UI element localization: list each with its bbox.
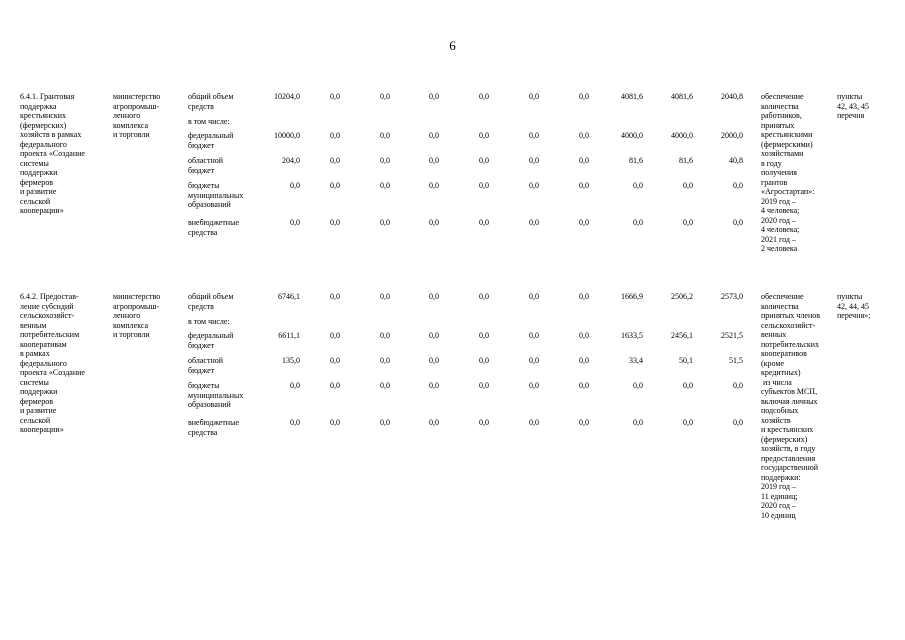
value-cell: 0,0 — [290, 418, 300, 427]
value-cell: 0,0 — [733, 218, 743, 227]
value-cell: 0,0 — [429, 331, 439, 340]
value-cell: 204,0 — [282, 156, 300, 165]
value-cell: 0,0 — [429, 156, 439, 165]
value-cell: 0,0 — [683, 418, 693, 427]
value-cell: 0,0 — [330, 181, 340, 190]
value-cell: 0,0 — [529, 181, 539, 190]
value-cell: 0,0 — [429, 218, 439, 227]
value-cell: 0,0 — [579, 218, 589, 227]
value-cell: 4081,6 — [671, 92, 693, 101]
value-cell: 0,0 — [380, 418, 390, 427]
value-cell: 2000,0 — [721, 131, 743, 140]
source-label: в том числе: — [188, 317, 230, 326]
value-cell: 0,0 — [579, 92, 589, 101]
source-label: внебюджетные средства — [188, 218, 239, 237]
value-cell: 0,0 — [479, 356, 489, 365]
value-cell: 0,0 — [330, 292, 340, 301]
value-cell: 0,0 — [380, 156, 390, 165]
value-cell: 0,0 — [683, 181, 693, 190]
page-number: 6 — [449, 38, 456, 53]
value-cell: 0,0 — [429, 181, 439, 190]
value-cell: 2521,5 — [721, 331, 743, 340]
value-cell: 4000,0 — [621, 131, 643, 140]
value-cell: 0,0 — [529, 418, 539, 427]
value-cell: 135,0 — [282, 356, 300, 365]
value-cell: 0,0 — [290, 381, 300, 390]
value-cell: 0,0 — [479, 331, 489, 340]
value-cell: 0,0 — [330, 92, 340, 101]
expected-result: обеспечение количества работников, принятых крестьянскими (фермерскими) хозяйствами в году получения грантов «Агростартап»: 2019 год – 4 человека; 2020 год – 4 человека; 2021 год – 2 человека — [761, 92, 815, 253]
value-cell: 0,0 — [633, 418, 643, 427]
value-cell: 0,0 — [380, 92, 390, 101]
value-cell: 0,0 — [479, 131, 489, 140]
value-cell: 0,0 — [330, 331, 340, 340]
value-cell: 2040,8 — [721, 92, 743, 101]
measure-name: 6.4.1. Грантовая поддержка крестьянских (фермерских) хозяйств в рамках федерального проекта «Создание системы поддержки фермеров и развитие сельской кооперации» — [20, 92, 85, 215]
value-cell: 0,0 — [330, 131, 340, 140]
source-label: бюджеты муниципальных образований — [188, 381, 244, 409]
value-cell: 0,0 — [579, 156, 589, 165]
value-cell: 0,0 — [380, 218, 390, 227]
value-cell: 1666,9 — [621, 292, 643, 301]
value-cell: 0,0 — [479, 92, 489, 101]
source-label: областной бюджет — [188, 156, 224, 175]
value-cell: 2456,1 — [671, 331, 693, 340]
value-cell: 33,4 — [629, 356, 643, 365]
value-cell: 0,0 — [579, 356, 589, 365]
value-cell: 0,0 — [479, 381, 489, 390]
value-cell: 0,0 — [529, 356, 539, 365]
value-cell: 10000,0 — [274, 131, 300, 140]
source-label: общий объем средств — [188, 292, 234, 311]
value-cell: 0,0 — [579, 381, 589, 390]
value-cell: 0,0 — [429, 292, 439, 301]
value-cell: 40,8 — [729, 156, 743, 165]
value-cell: 0,0 — [429, 356, 439, 365]
value-cell: 0,0 — [330, 356, 340, 365]
executor: министерство агропромыш- ленного комплекса и торговли — [113, 92, 161, 139]
value-cell: 0,0 — [380, 131, 390, 140]
value-cell: 2573,0 — [721, 292, 743, 301]
measure-name: 6.4.2. Предостав- ление субсидий сельскохозяйст- венным потребительским кооперативам в рамках федерального проекта «Создание системы поддержки фермеров и развитие сельской кооперации» — [20, 292, 85, 434]
source-label: бюджеты муниципальных образований — [188, 181, 244, 209]
list-reference: пункты 42, 43, 45 перечня — [837, 92, 869, 120]
value-cell: 0,0 — [290, 218, 300, 227]
value-cell: 10204,0 — [274, 92, 300, 101]
value-cell: 0,0 — [330, 218, 340, 227]
value-cell: 0,0 — [733, 381, 743, 390]
value-cell: 0,0 — [733, 181, 743, 190]
value-cell: 0,0 — [380, 356, 390, 365]
value-cell: 0,0 — [429, 418, 439, 427]
value-cell: 0,0 — [633, 181, 643, 190]
value-cell: 0,0 — [633, 218, 643, 227]
value-cell: 0,0 — [529, 381, 539, 390]
value-cell: 0,0 — [479, 218, 489, 227]
source-label: общий объем средств — [188, 92, 234, 111]
value-cell: 0,0 — [529, 292, 539, 301]
value-cell: 81,6 — [679, 156, 693, 165]
value-cell: 4081,6 — [621, 92, 643, 101]
value-cell: 0,0 — [579, 418, 589, 427]
value-cell: 0,0 — [330, 381, 340, 390]
source-label: внебюджетные средства — [188, 418, 239, 437]
executor: министерство агропромыш- ленного комплекса и торговли — [113, 292, 161, 339]
value-cell: 0,0 — [529, 331, 539, 340]
value-cell: 0,0 — [529, 156, 539, 165]
value-cell: 0,0 — [579, 331, 589, 340]
value-cell: 0,0 — [380, 381, 390, 390]
value-cell: 0,0 — [479, 292, 489, 301]
source-label: в том числе: — [188, 117, 230, 126]
value-cell: 2506,2 — [671, 292, 693, 301]
value-cell: 0,0 — [683, 381, 693, 390]
value-cell: 0,0 — [290, 181, 300, 190]
value-cell: 0,0 — [633, 381, 643, 390]
value-cell: 6611,1 — [278, 331, 300, 340]
value-cell: 0,0 — [579, 292, 589, 301]
value-cell: 0,0 — [429, 92, 439, 101]
value-cell: 51,5 — [729, 356, 743, 365]
value-cell: 0,0 — [479, 418, 489, 427]
value-cell: 0,0 — [683, 218, 693, 227]
value-cell: 0,0 — [429, 131, 439, 140]
value-cell: 0,0 — [380, 292, 390, 301]
source-label: областной бюджет — [188, 356, 224, 375]
value-cell: 0,0 — [529, 92, 539, 101]
value-cell: 0,0 — [479, 156, 489, 165]
value-cell: 0,0 — [330, 418, 340, 427]
value-cell: 0,0 — [579, 181, 589, 190]
value-cell: 0,0 — [380, 181, 390, 190]
value-cell: 0,0 — [529, 218, 539, 227]
value-cell: 0,0 — [380, 331, 390, 340]
value-cell: 81,6 — [629, 156, 643, 165]
list-reference: пункты 42, 44, 45 перечня»; — [837, 292, 871, 320]
value-cell: 0,0 — [733, 418, 743, 427]
value-cell: 0,0 — [529, 131, 539, 140]
value-cell: 0,0 — [429, 381, 439, 390]
value-cell: 0,0 — [330, 156, 340, 165]
source-label: федеральный бюджет — [188, 131, 234, 150]
source-label: федеральный бюджет — [188, 331, 234, 350]
value-cell: 6746,1 — [278, 292, 300, 301]
expected-result: обеспечение количества принятых членов сельскохозяйст- венных потребительских кооперативов (кроме кредитных) из числа субъектов МСП, включая личных подсобных хозяйств и крестьянских (фермерских) хозяйств, в году предоставления государственной поддержки: 2019 год – 11 единиц; 2020 год – 10 единиц — [761, 292, 821, 520]
value-cell: 1633,5 — [621, 331, 643, 340]
value-cell: 50,1 — [679, 356, 693, 365]
value-cell: 0,0 — [579, 131, 589, 140]
value-cell: 4000,0 — [671, 131, 693, 140]
value-cell: 0,0 — [479, 181, 489, 190]
